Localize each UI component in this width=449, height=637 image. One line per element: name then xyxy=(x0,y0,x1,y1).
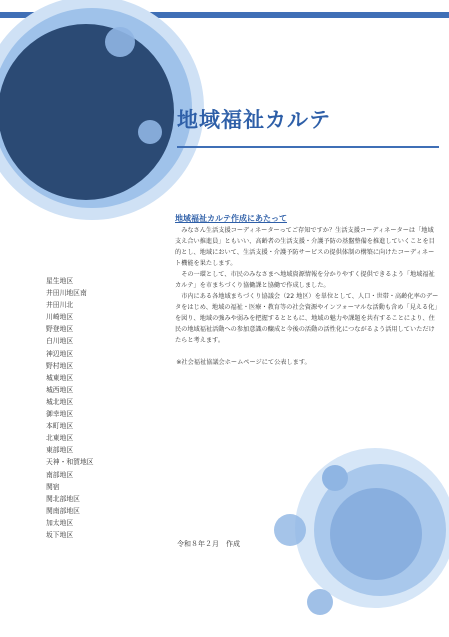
district-item: 御幸地区 xyxy=(46,410,74,419)
section-heading: 地域福祉カルテ作成にあたって xyxy=(175,214,287,223)
paragraph-2: その一環として、市民のみなさまへ地域資源情報を分かりやすく提供できるよう「地域福祉カルテ」を市まちづくり協働課と協働で作成しました。 xyxy=(175,271,435,289)
district-item: 城北地区 xyxy=(46,397,74,406)
district-item: 北東地区 xyxy=(46,434,74,443)
district-item: 野村地区 xyxy=(46,361,74,370)
district-item: 関北部地区 xyxy=(46,494,80,503)
district-item: 関宿 xyxy=(46,482,60,491)
paragraph-3: 市内にある各地域まちづくり協議会（22 地区）を単位として、人口・世帯・高齢化率のデータをはじめ、地域の福祉・医療・教育等の社会資源やインフォーマルな活動も含め「見える化」を図り、地域の強みや弱みを把握するとともに、地域の魅力や課題を共有することにより、住民の地域福祉活動への参加意識の醸成と今後の活動の活性化につながるよう活用していただけたらと考えます。 xyxy=(175,293,439,344)
paragraph-1: みなさん生活支援コーディネーターってご存知ですか？生活支援コーディネーターは「地域支え合い推進員」ともいい、高齢者の生活支援・介護予防の基盤整備を推進していくことを目的とし、地域において、生活支援・介護予防サービスの提供体制の構築に向けたコーディネート機能を果たします。 xyxy=(175,227,435,267)
district-item: 城西地区 xyxy=(46,385,74,394)
district-item: 天神・和賀地区 xyxy=(46,458,94,467)
district-item: 星生地区 xyxy=(46,277,74,285)
body-text xyxy=(175,225,439,368)
publication-note: ※社会福祉協議会ホームページにて公表します。 xyxy=(176,359,311,366)
district-item: 川崎地区 xyxy=(46,313,74,322)
district-item: 関南部地区 xyxy=(46,506,80,515)
district-item: 坂下地区 xyxy=(46,530,74,539)
district-item: 井田川北 xyxy=(46,301,74,310)
district-list xyxy=(46,275,94,541)
district-item: 城東地区 xyxy=(46,373,74,382)
district-item: 東部地区 xyxy=(46,446,74,455)
circle-small-top xyxy=(105,27,135,57)
district-item: 井田川地区南 xyxy=(46,289,87,298)
circle-bottom-blue xyxy=(330,488,422,580)
circle-small-right xyxy=(138,120,162,144)
circle-bottom-small-bottom xyxy=(307,589,333,615)
circle-bottom-small-left xyxy=(274,514,306,546)
district-item: 南部地区 xyxy=(46,470,74,479)
page-title: 地域福祉カルテ xyxy=(177,108,331,132)
creation-date: 令和８年２月 作成 xyxy=(177,540,240,548)
district-item: 加太地区 xyxy=(46,518,74,527)
district-item: 白川地区 xyxy=(46,337,74,346)
circle-bottom-small-top xyxy=(322,465,348,491)
title-underline xyxy=(177,146,439,148)
circle-large-dark xyxy=(0,24,174,200)
district-item: 野登地区 xyxy=(46,325,74,334)
district-item: 本町地区 xyxy=(46,422,74,431)
district-item: 神辺地区 xyxy=(46,349,74,358)
